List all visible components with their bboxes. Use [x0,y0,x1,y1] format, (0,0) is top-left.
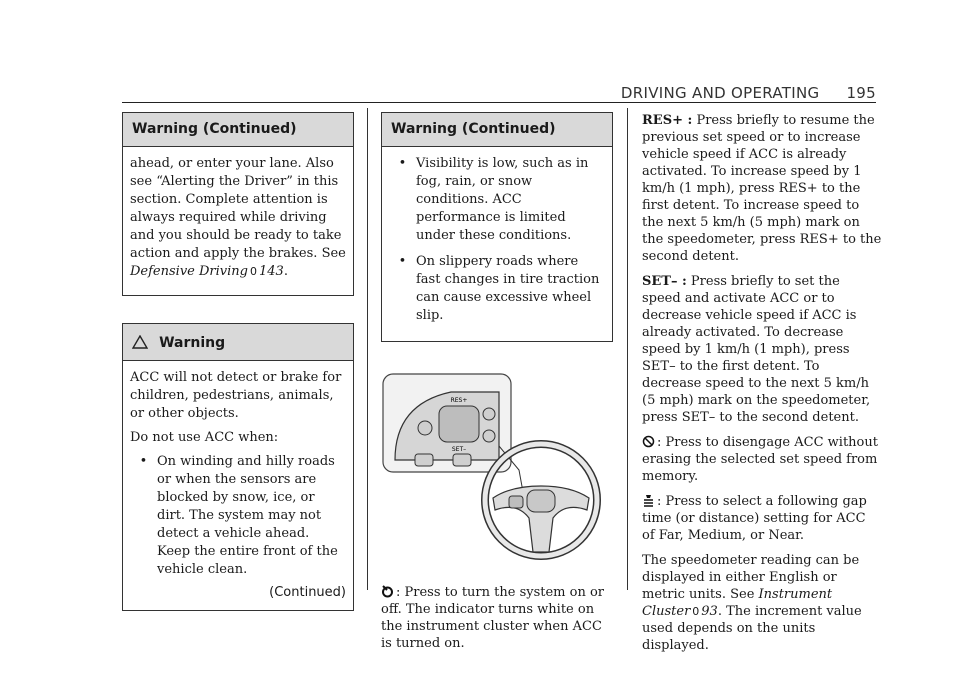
warning-para-1: ACC will not detect or brake for children, pedestrians, animals, or other objects. [130,370,342,421]
set-description: SET– : Press briefly to set the speed and activate ACC or to decrease vehicle speed if ACC is already activated. To decrease speed by 1 km/h (1 mph), press SET– to the first detent. To decrease speed to the next 5 km/h (5 mph) mark on the speedometer, press SET– to the second detent. [642,274,871,425]
column-3 [642,112,882,662]
power-button-description: : Press to turn the system on or off. The indicator turns white on the instrument cluster when ACC is turned on. [381,585,604,651]
following-gap-icon [642,493,655,510]
defensive-driving-link[interactable]: Defensive Driving [130,264,248,279]
gap-description: : Press to select a following gap time (or distance) setting for ACC of Far, Medium, or Near. [642,494,867,543]
warning-title: Warning [123,324,353,361]
set-term: SET– : [642,274,687,289]
instrument-cluster-link[interactable]: Instrument Cluster [642,587,833,619]
cancel-description: : Press to disengage ACC without erasing the selected set speed from memory. [642,435,878,484]
section-title: DRIVING AND OPERATING [620,84,820,102]
res-label: RES+ [450,397,468,404]
warning-para-2: Do not use ACC when: [130,430,279,445]
warning-continued-body-2 [382,147,612,341]
page-ref-icon: 0 [692,605,700,618]
warning-body [123,361,353,610]
warning-continued-title-2: Warning (Continued) [382,113,612,147]
set-label: SET– [451,446,467,453]
res-term: RES+ : [642,113,693,128]
cancel-button-illus [418,421,432,435]
column-divider-1 [367,108,368,590]
list-item: • On winding and hilly roads or when the sensors are blocked by snow, ice, or dirt. The system may not detect a vehicle ahead. Keep the entire front of the vehicle clean. [139,454,338,577]
gap-button-illus [483,430,495,442]
warning-continued-title: Warning (Continued) [123,113,353,147]
column-2 [381,112,613,660]
warning-box [122,323,354,611]
page-header [122,84,876,103]
steering-wheel-controls-illustration [381,370,613,560]
defensive-driving-page[interactable]: 143 [258,264,284,279]
list-item: • On slippery roads where fast changes in tire traction can cause excessive wheel slip. [398,254,600,323]
warning-continued-box-2 [381,112,613,342]
speedometer-description: The speedometer reading can be displayed in either English or metric units. See Instrument Cluster 0 93. The increment value used depends on the units displayed. [642,553,862,653]
column-divider-2 [627,108,628,590]
instrument-cluster-page[interactable]: 93 [701,604,718,619]
warning-continued-box [122,112,354,296]
cancel-icon [642,434,655,451]
page-number: 195 [846,84,876,102]
res-description: RES+ : Press briefly to resume the previous set speed or to increase vehicle speed if ACC is already activated. To increase speed by 1 km/h (1 mph), press RES+ to the first detent. To increase speed to the next 5 km/h (5 mph) mark on the speedometer, press RES+ to the second detent. [642,113,882,264]
page-ref-icon: 0 [249,265,257,278]
warning-continued-text: ahead, or enter your lane. Also see “Alerting the Driver” in this section. Complete attention is always required while driving and you should be ready to take action and apply the brakes. See Defensive Driving 0 143. [130,156,346,279]
steering-wheel-figure [381,370,613,564]
continued-label: (Continued) [269,585,346,600]
column-1 [122,112,354,611]
list-item: • Visibility is low, such as in fog, rain, or snow conditions. ACC performance is limited under these conditions. [398,156,589,243]
warning-continued-body [123,147,353,295]
cruise-power-icon [381,584,394,601]
warning-triangle-icon [132,332,153,351]
power-button-illus [483,408,495,420]
